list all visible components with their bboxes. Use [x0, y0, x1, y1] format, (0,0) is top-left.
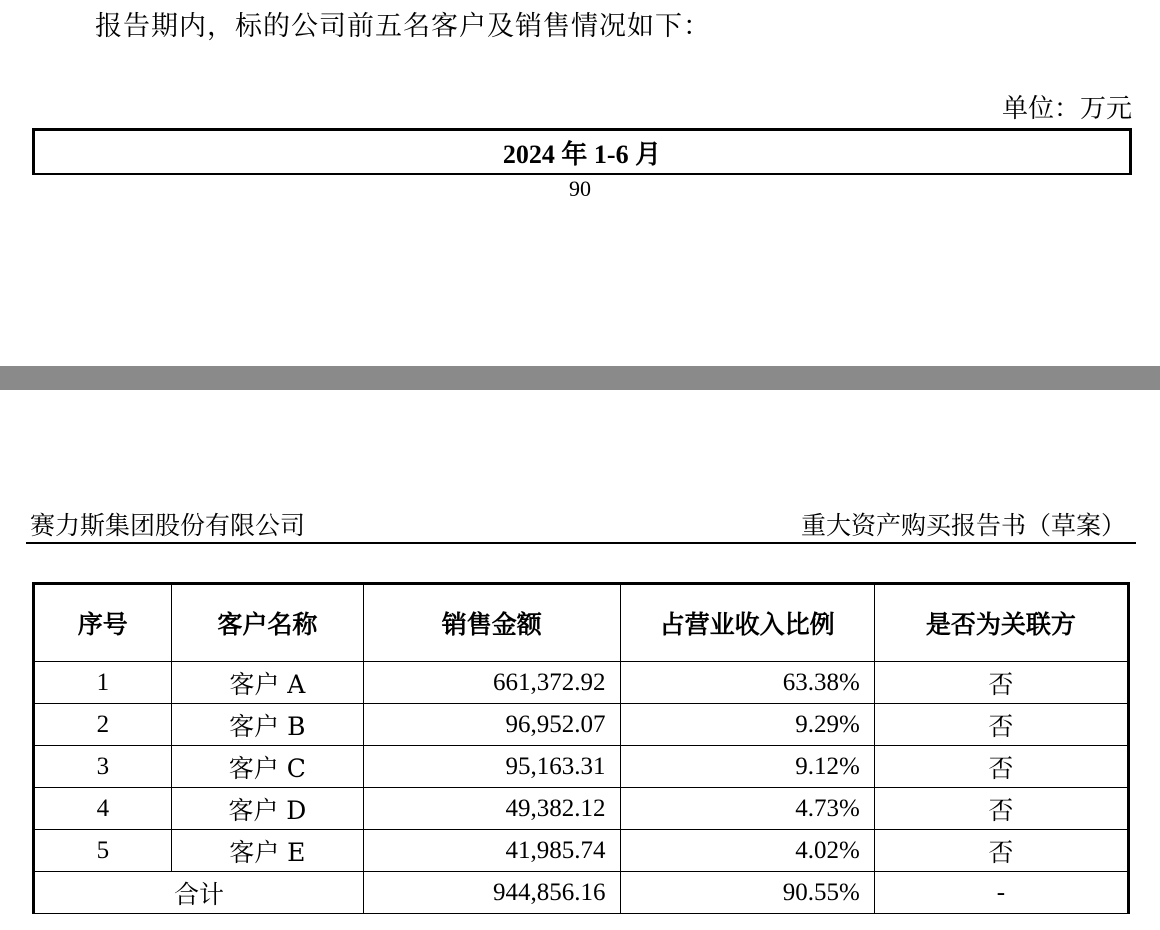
cell-amount: 96,952.07 [364, 704, 620, 746]
page-number: 90 [569, 176, 591, 201]
cell-no: 2 [34, 704, 172, 746]
total-ratio: 90.55% [620, 872, 874, 914]
cell-customer: 客户 C [171, 746, 363, 788]
cell-related: 否 [874, 662, 1128, 704]
cell-no: 1 [34, 662, 172, 704]
period-header [32, 128, 1132, 175]
total-related: - [874, 872, 1128, 914]
cell-ratio: 9.29% [620, 704, 874, 746]
column-header-related: 是否为关联方 [874, 584, 1128, 662]
table-row [34, 746, 1129, 788]
intro-paragraph: 报告期内，标的公司前五名客户及销售情况如下： [95, 11, 711, 42]
column-header-customer: 客户名称 [171, 584, 363, 662]
cell-related: 否 [874, 788, 1128, 830]
total-amount: 944,856.16 [364, 872, 620, 914]
column-header-ratio: 占营业收入比例 [620, 584, 874, 662]
cell-amount: 95,163.31 [364, 746, 620, 788]
cell-no: 4 [34, 788, 172, 830]
column-header-amount: 销售金额 [364, 584, 620, 662]
table-row [34, 788, 1129, 830]
cell-no: 5 [34, 830, 172, 872]
cell-customer: 客户 E [171, 830, 363, 872]
running-header-title: 重大资产购买报告书（草案） [800, 511, 1126, 540]
table-row [34, 830, 1129, 872]
header-divider [26, 542, 1136, 544]
table-row [34, 704, 1129, 746]
top-customers-table [32, 582, 1130, 914]
cell-related: 否 [874, 704, 1128, 746]
running-header-company: 赛力斯集团股份有限公司 [30, 511, 306, 540]
cell-ratio: 63.38% [620, 662, 874, 704]
table-total-row [34, 872, 1129, 914]
cell-no: 3 [34, 746, 172, 788]
cell-customer: 客户 A [171, 662, 363, 704]
total-label: 合计 [34, 872, 364, 914]
cell-ratio: 4.73% [620, 788, 874, 830]
cell-ratio: 4.02% [620, 830, 874, 872]
cell-customer: 客户 D [171, 788, 363, 830]
cell-amount: 661,372.92 [364, 662, 620, 704]
cell-related: 否 [874, 830, 1128, 872]
cell-customer: 客户 B [171, 704, 363, 746]
column-header-no: 序号 [34, 584, 172, 662]
cell-ratio: 9.12% [620, 746, 874, 788]
cell-amount: 41,985.74 [364, 830, 620, 872]
cell-amount: 49,382.12 [364, 788, 620, 830]
cell-related: 否 [874, 746, 1128, 788]
page-separator [0, 366, 1160, 390]
table-row [34, 662, 1129, 704]
period-label: 2024 年 1-6 月 [502, 139, 662, 169]
unit-label: 单位：万元 [1001, 94, 1132, 124]
table-header-row [34, 584, 1129, 662]
